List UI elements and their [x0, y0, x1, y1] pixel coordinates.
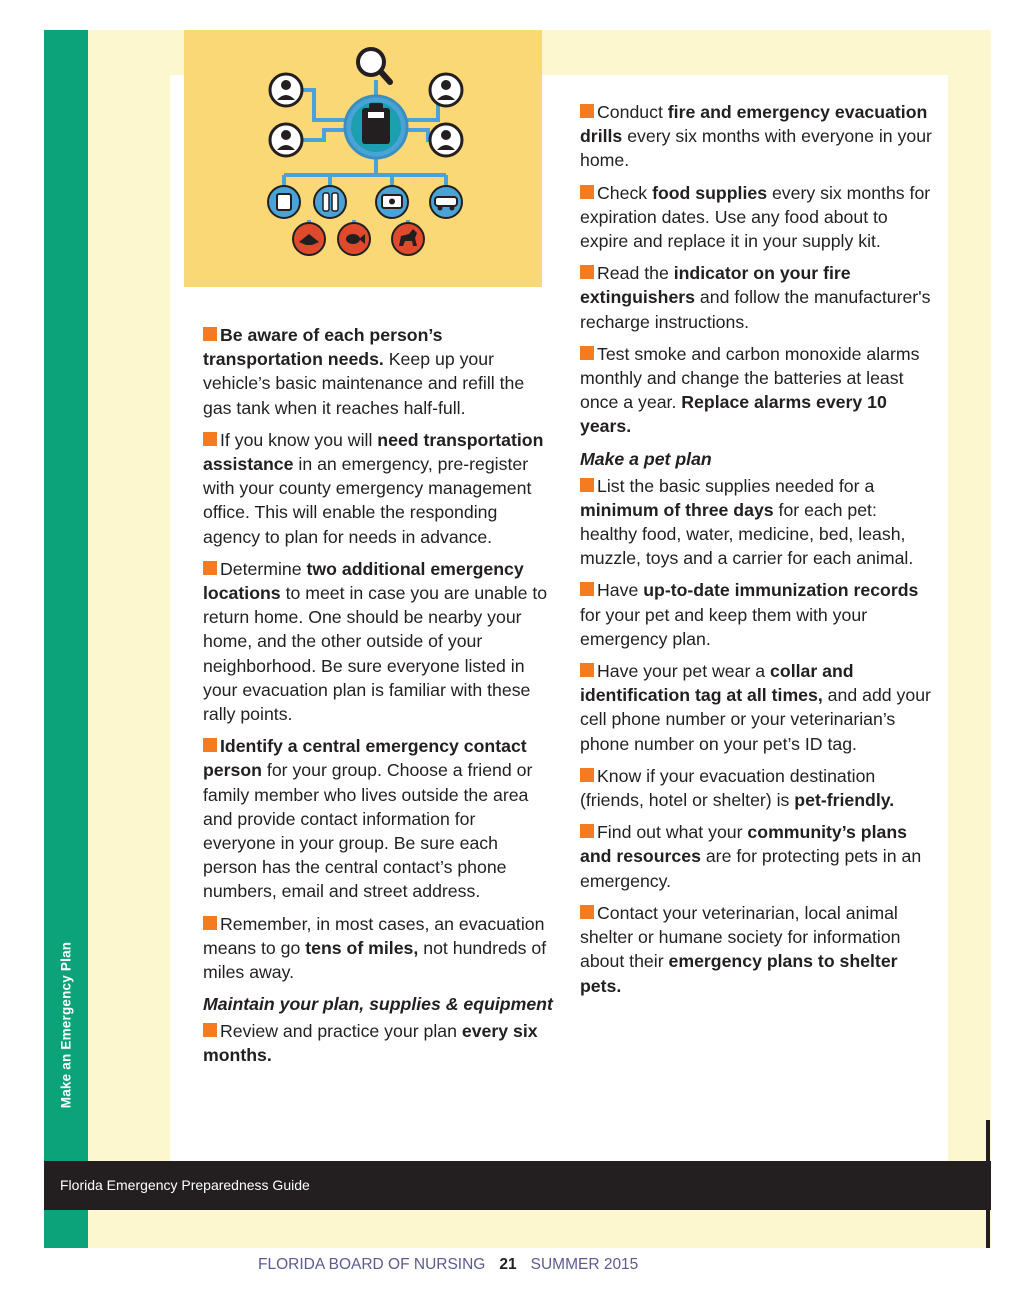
tip-pet-supplies: List the basic supplies needed for a minimum of three days for each pet: healthy food, water, medicine, bed, leash, muzzle, toys and a carrier for each animal.	[580, 475, 914, 569]
person-icon	[270, 124, 302, 156]
tip-review-plan: Review and practice your plan every six months.	[203, 1021, 538, 1066]
person-icon	[430, 124, 462, 156]
water-bottles-icon	[314, 186, 346, 218]
footer-issue: SUMMER 2015	[530, 1256, 639, 1273]
bullet-square	[580, 185, 594, 199]
person-icon	[430, 74, 462, 106]
section-side-label: Make an Emergency Plan	[58, 941, 74, 1109]
tip-smoke-alarms: Test smoke and carbon monoxide alarms monthly and change the batteries at least once a year. Replace alarms every 10 years.	[580, 343, 920, 437]
tip-evacuation-distance: Remember, in most cases, an evacuation means to go tens of miles, not hundreds of miles away.	[203, 913, 547, 983]
bullet-square	[203, 432, 217, 446]
bullet-square	[203, 327, 217, 341]
bullet-square	[203, 561, 217, 575]
dog-icon	[392, 223, 424, 255]
bullet-square	[580, 478, 594, 492]
illustration-graphic	[184, 30, 542, 287]
tip-evacuation-drills: Conduct fire and emergency evacuation drills every six months with everyone in your home.	[580, 102, 932, 171]
bullet-square	[580, 104, 594, 118]
pet-fish-icon	[338, 223, 370, 255]
tip-fire-extinguishers: Read the indicator on your fire extinguishers and follow the manufacturer's recharge instructions.	[580, 263, 931, 332]
tip-pet-friendly-destination: Know if your evacuation destination (friends, hotel or shelter) is pet-friendly.	[580, 765, 895, 811]
bullet-square	[580, 663, 594, 677]
tip-contact-veterinarian: Contact your veterinarian, local animal shelter or humane society for information about their emergency plans to shelter pets.	[580, 902, 901, 996]
tip-community-resources: Find out what your community’s plans and resources are for protecting pets in an emergency.	[580, 822, 922, 891]
left-text-column	[203, 323, 553, 1076]
section-heading-maintain: Maintain your plan, supplies & equipment	[203, 994, 553, 1015]
luggage-icon	[268, 186, 300, 218]
bullet-square	[580, 346, 594, 360]
page-footer	[258, 1256, 638, 1274]
tip-transportation-assistance: If you know you will need transportation assistance in an emergency, pre-register with your county emergency management office. This will enable the responding agency to plan for needs in advance.	[203, 429, 544, 547]
tip-emergency-locations: Determine two additional emergency locations to meet in case you are unable to return home. One should be nearby your home, and the other outside of your neighborhood. Be sure everyone listed in your evacuation plan is familiar with these rally points.	[203, 558, 548, 725]
tip-pet-id-tag: Have your pet wear a collar and identification tag at all times, and add your cell phone number or your veterinarian’s phone number on your pet’s ID tag.	[580, 661, 931, 754]
bullet-square	[580, 905, 594, 919]
section-heading-pet-plan: Make a pet plan	[580, 448, 712, 469]
car-icon	[430, 186, 462, 218]
tip-immunization-records: Have up-to-date immunization records for your pet and keep them with your emergency plan.	[580, 580, 919, 649]
bullet-square	[203, 916, 217, 930]
bullet-square	[580, 824, 594, 838]
bullet-square	[203, 1023, 217, 1037]
footer-publication: FLORIDA BOARD OF NURSING	[258, 1256, 486, 1273]
tip-emergency-contact: Identify a central emergency contact person for your group. Choose a friend or family member who lives outside the area and provide contact information for everyone in your group. Be sure each person has the central contact’s phone numbers, email and street address.	[203, 736, 533, 902]
page-edge-line	[986, 1120, 990, 1248]
tip-transportation-needs: Be aware of each person’s transportation needs. Keep up your vehicle’s basic maintenance and refill the gas tank when it reaches half-full.	[203, 325, 525, 418]
bullet-square	[580, 582, 594, 596]
page-number: 21	[499, 1256, 517, 1273]
bullet-square	[580, 768, 594, 782]
money-icon	[376, 186, 408, 218]
person-icon	[270, 74, 302, 106]
emergency-kit-icon	[345, 96, 407, 158]
guide-title: Florida Emergency Preparedness Guide	[60, 1177, 310, 1193]
tip-food-supplies: Check food supplies every six months for expiration dates. Use any food about to expire and replace it in your supply kit.	[580, 182, 931, 252]
emergency-plan-illustration	[184, 30, 542, 287]
bullet-square	[580, 265, 594, 279]
magnifier-icon	[358, 49, 390, 82]
right-text-column	[580, 100, 935, 1006]
bullet-square	[203, 738, 217, 752]
pet-bird-icon	[293, 223, 325, 255]
